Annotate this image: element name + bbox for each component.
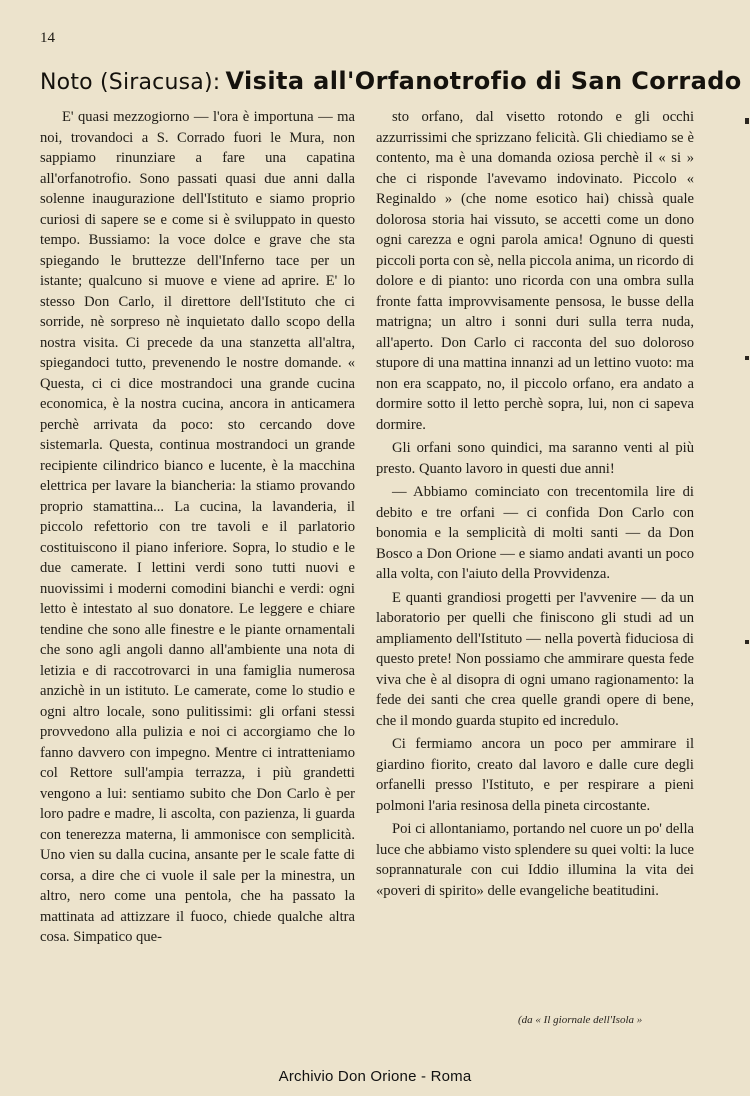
article-column-right [376,107,694,901]
paragraph: Gli orfani sono quindici, ma saranno venti al più presto. Quanto lavoro in questi due anni! [376,440,694,477]
page-edge-mark [745,356,749,360]
source-attribution: (da « Il giornale dell'Isola » [518,1014,643,1026]
article-column-left [40,107,355,948]
page-edge-mark [745,118,749,124]
paragraph: E' quasi mezzogiorno — l'ora è importuna — ma noi, trovandoci a S. Corrado fuori le Mura, non sappiamo rinunziare a fare una capatina all'orfanotrofio. Sono passati quasi due anni dalla solenne inaugurazione dell'Istituto e siamo proprio curiosi di sapere se e come si è sviluppato in questo tempo. Bussiamo: la voce dolce e grave che sta spiegando le bruttezze dell'Inferno tace per un istante; qualcuno si muove e viene ad aprire. E' lo stesso Don Carlo, il direttore dell'Istituto che ci sorride, nè sorpreso nè inquietato dallo scopo della nostra visita. Ci precede da una stanzetta all'altra, spiegandoci tutto, prevenendo le nostre domande. « Questa, ci ci dice mostrandoci una grande cucina economica, è la nostra cucina, ancora in anticamera perchè arrivata da poco: sto cercando dove sistemarla. Questa, continua mostrandoci un grande recipiente cilindrico bianco e lucente, è la macchina elettrica per lavare la biancheria: la stiamo provando proprio stamattina... La cucina, la lavanderia, il piccolo refettorio con tre tavoli e il parlatorio costituiscono il piano inferiore. Sopra, lo studio e le due camerate. I lettini verdi sono tutti nuovi e nuovissimi i moderni comodini bianchi e verdi: ogni letto è intestato al suo donatore. Le leggere e chiare tendine che sono alle finestre e le piante ornamentali che sono agli angoli danno all'ambiente una nota di letizia e di raccotrovarci in una famiglia numerosa anzichè in un istituto. Le camerate, come lo studio e ogni altro locale, sono pulitissimi: gli orfani stessi provvedono alla pulizia e noi ci accorgiamo che lo fanno davvero con impegno. Mentre ci intratteniamo col Rettore sull'ampia terrazza, i più grandetti vengono a lui: sentiamo subito che Don Carlo è per loro padre e madre, li ascolta, con pazienza, li guarda con tenerezza materna, li ammonisce con semplicità. Uno vien su dalla cucina, ansante per le scale fatte di corsa, a dire che ci vuole il sale per la minestra, un altro, nero come una pentola, che ha passato la mattinata ad attizzare il fuoco, chiede qualche altra cosa. Simpatico que- [40,109,355,945]
article-headline [40,64,742,101]
headline-title: Visita all'Orfanotrofio di San Corrado [225,67,742,95]
paragraph: Poi ci allontaniamo, portando nel cuore un po' della luce che abbiamo visto splendere su quei volti: la luce soprannaturale con cui Iddio illumina la vita dei «poveri di spirito» delle evangeliche beatitudini. [376,821,694,899]
headline-place: Noto (Siracusa): [40,70,221,95]
archive-footer: Archivio Don Orione - Roma [278,1068,472,1085]
paragraph: sto orfano, dal visetto rotondo e gli occhi azzurrissimi che sprizzano felicità. Gli chiediamo se è contento, ma è una domanda oziosa perchè il « si » che ci risponde l'avevamo indovinato. Piccolo « Reginaldo » (che nome esotico hai) chissà quale dolorosa storia hai vissuto, se accetti come un dono ogni carezza e ogni parola amica! Ognuno di questi piccoli porta con sè, nella piccola anima, un ricordo di dolore e di pianto: uno ricorda con una ombra sulla fronte fatta improvvisamente pensosa, le busse della matrigna; un altro i sonni duri sulla terra nuda, all'aperto. Don Carlo ci racconta del suo doloroso stupore di una mattina innanzi ad un lettino vuoto: ma non era scappato, no, il piccolo orfano, era andato a dormire sotto il letto perchè sopra, lui, non ci sapeva dormire. [376,109,694,433]
page-edge-mark [745,640,749,644]
paragraph: — Abbiamo cominciato con trecentomila lire di debito e tre orfani — ci confida Don Carlo con bonomia e la semplicità di molti santi — da Don Bosco a Don Orione — e siamo andati avanti un poco alla volta, con l'aiuto della Provvidenza. [376,484,694,582]
paragraph: Ci fermiamo ancora un poco per ammirare il giardino fiorito, creato dal lavoro e dalle cure degli orfanelli presso l'Istituto, e per respirare a pieni polmoni l'aria resinosa della pineta circostante. [376,736,694,814]
page-number: 14 [40,30,55,46]
paragraph: E quanti grandiosi progetti per l'avvenire — da un laboratorio per quelli che finiscono gli studi ad un ampliamento dell'Istituto — nella povertà fiduciosa di questo prete! Non possiamo che ammirare questa fede viva che è al disopra di ogni umano ragionamento: la fede dei santi che crea quelle grandi opere di bene, che il mondo guarda stupito ed incredulo. [376,589,694,729]
